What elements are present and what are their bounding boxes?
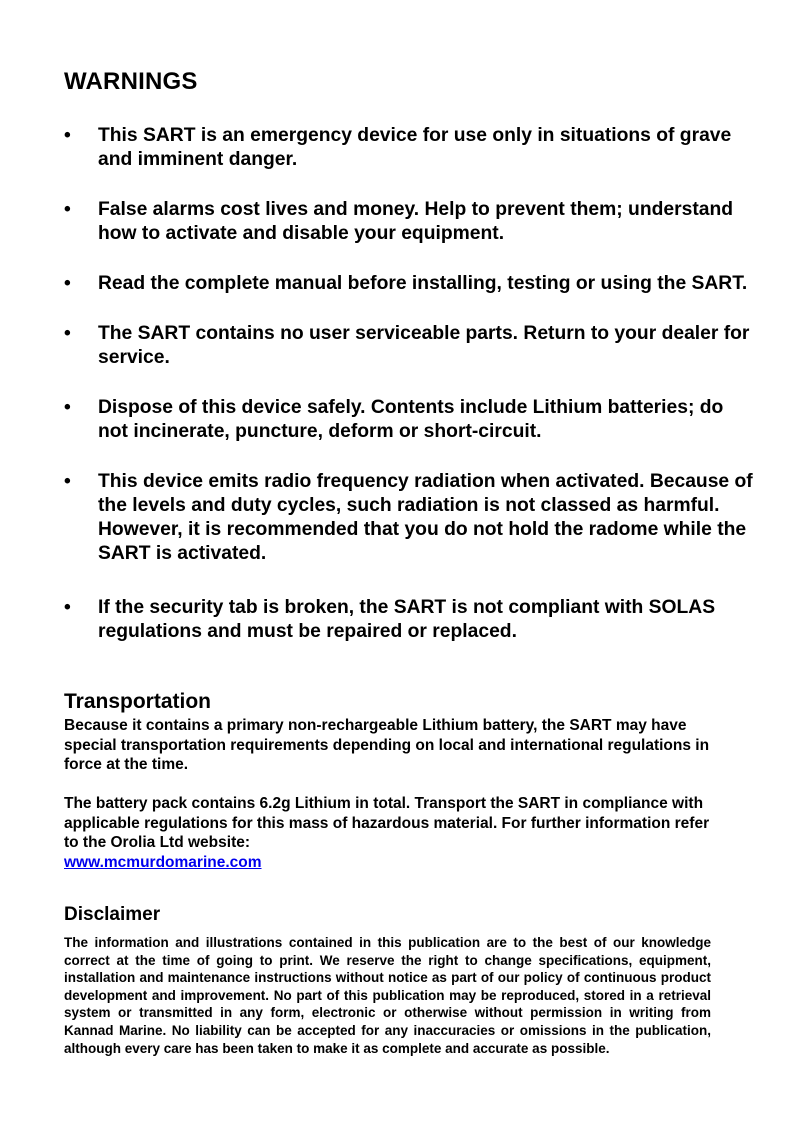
warnings-heading: WARNINGS (64, 68, 198, 95)
warning-text: Read the complete manual before installing, testing or using the SART. (98, 273, 748, 294)
warning-text: This device emits radio frequency radiation when activated. Because of the levels and duty cycles, such radiation is not classed as harmful. However, it is recommended that you do not hold the radome while the SART is activated. (98, 471, 753, 564)
website-link[interactable]: www.mcmurdomarine.com (64, 853, 262, 871)
transportation-paragraph: Because it contains a primary non-rechargeable Lithium battery, the SART may have special transportation requirements depending on local and international regulations in force at the time. (64, 717, 710, 773)
warning-item (64, 596, 754, 644)
warning-item (64, 124, 754, 172)
battery-paragraph (64, 794, 714, 872)
disclaimer-text: The information and illustrations contained in this publication are to the best of our knowledge correct at the time of going to print. We reserve the right to change specifications, equipment, installation and maintenance instructions without notice as part of our policy of continuous product development and improvement. No part of this publication may be reproduced, stored in a retrieval system or transmitted in any form, electronic or otherwise without permission in writing from Kannad Marine. No liability can be accepted for any inaccuracies or omissions in the publication, although every care has been taken to make it as complete and accurate as possible. (64, 935, 711, 1056)
transportation-heading: Transportation (64, 690, 212, 713)
warning-text: The SART contains no user serviceable parts. Return to your dealer for service. (98, 323, 750, 368)
warnings-list (64, 124, 754, 644)
bullet-icon: • (64, 125, 71, 146)
bullet-icon: • (64, 471, 71, 492)
battery-text: The battery pack contains 6.2g Lithium in total. Transport the SART in compliance with applicable regulations for this mass of hazardous material. For further information refer to the Orolia Ltd website: (64, 795, 710, 851)
bullet-icon: • (64, 199, 71, 220)
warning-item (64, 396, 754, 444)
bullet-icon: • (64, 397, 71, 418)
warning-text: This SART is an emergency device for use only in situations of grave and imminent danger. (98, 125, 732, 170)
warning-item (64, 198, 754, 246)
warning-item (64, 470, 754, 566)
warning-text: If the security tab is broken, the SART is not compliant with SOLAS regulations and must be repaired or replaced. (98, 597, 716, 642)
bullet-icon: • (64, 597, 71, 618)
bullet-icon: • (64, 273, 71, 294)
bullet-icon: • (64, 323, 71, 344)
warning-item (64, 272, 754, 296)
warning-item (64, 322, 754, 370)
warning-text: Dispose of this device safely. Contents include Lithium batteries; do not incinerate, puncture, deform or short-circuit. (98, 397, 724, 442)
warning-text: False alarms cost lives and money. Help to prevent them; understand how to activate and disable your equipment. (98, 199, 734, 244)
disclaimer-heading: Disclaimer (64, 904, 161, 925)
